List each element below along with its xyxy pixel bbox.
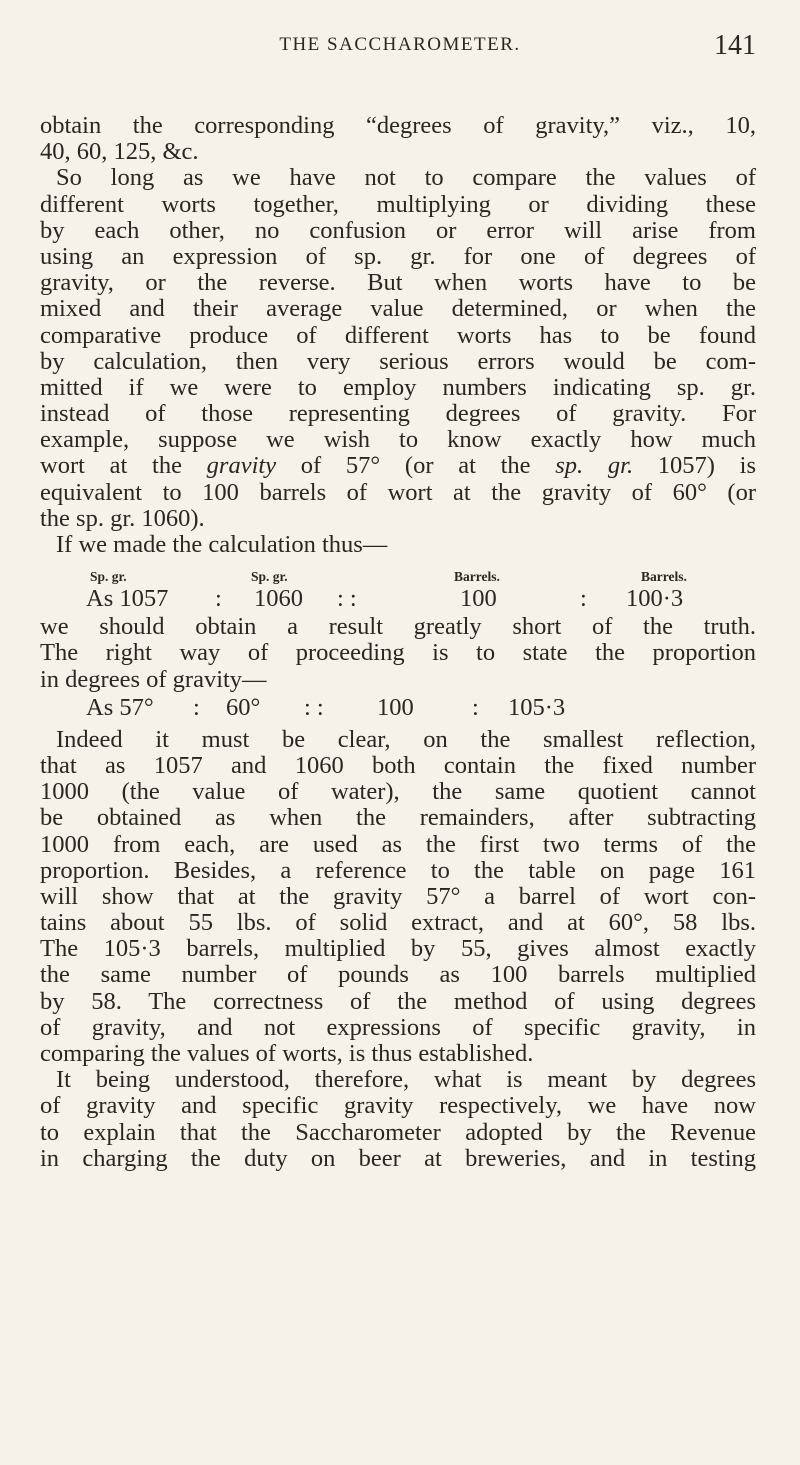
text-line: by calculation, then very serious errors would be com- xyxy=(40,347,756,375)
text-line: It being understood, therefore, what is meant by degrees xyxy=(56,1066,756,1094)
running-head xyxy=(40,28,760,64)
text-line: example, suppose we wish to know exactly how much xyxy=(40,426,756,454)
proportion-term: 60° xyxy=(226,693,261,721)
text-line: mitted if we were to employ numbers indicating sp. gr. xyxy=(40,373,756,401)
text-run: 1057) is xyxy=(633,452,757,480)
proportion-term: 100 xyxy=(377,693,414,721)
text-line: by 58. The correctness of the method of using degrees xyxy=(40,987,756,1015)
text-line-italic xyxy=(40,453,756,479)
text-line: be obtained as when the remainders, after subtracting xyxy=(40,804,756,832)
text-line: by each other, no confusion or error will arise from xyxy=(40,216,756,244)
text-line: that as 1057 and 1060 both contain the fixed number xyxy=(40,751,756,779)
text-line: Indeed it must be clear, on the smallest reflection, xyxy=(56,725,756,753)
text-line: comparing the values of worts, is thus established. xyxy=(40,1040,534,1067)
table-cell: : : xyxy=(337,585,357,613)
proportion-term: 105·3 xyxy=(508,693,566,721)
table-header: Sp. gr. xyxy=(90,569,127,585)
text-line: The 105·3 barrels, multiplied by 55, gives almost exactly xyxy=(40,935,756,963)
table-header: Barrels. xyxy=(641,569,687,585)
text-line: If we made the calculation thus— xyxy=(56,531,388,558)
table-cell: 100·3 xyxy=(626,585,684,613)
text-line: So long as we have not to compare the values of xyxy=(56,164,756,192)
table-cell: 1060 xyxy=(254,585,303,613)
text-line: gravity, or the reverse. But when worts have to be xyxy=(40,269,756,297)
table-row xyxy=(40,586,756,612)
table-cell: As 1057 xyxy=(86,585,169,613)
table-header: Sp. gr. xyxy=(251,569,288,585)
text-run: of 57° (or at the xyxy=(276,452,556,480)
text-line: will show that at the gravity 57° a barrel of wort con- xyxy=(40,882,756,910)
italic-run: sp. gr. xyxy=(555,452,634,480)
body-text xyxy=(40,113,756,1172)
text-line: obtain the corresponding “degrees of gravity,” viz., 10, xyxy=(40,112,756,139)
text-line: different worts together, multiplying or dividing these xyxy=(40,190,756,218)
text-line: we should obtain a result greatly short of the truth. xyxy=(40,613,756,641)
text-line: in charging the duty on beer at breweries, and in testing xyxy=(40,1144,756,1172)
proportion-term: : xyxy=(472,693,479,721)
proportion-term: : xyxy=(193,693,200,721)
text-line: using an expression of sp. gr. for one of degrees of xyxy=(40,242,756,270)
text-line: The right way of proceeding is to state the proportion xyxy=(40,639,756,667)
text-line: 1000 (the value of water), the same quotient cannot xyxy=(40,778,756,806)
text-run: wort at the xyxy=(40,452,207,480)
proportion-term: : : xyxy=(304,693,324,721)
proportion-row xyxy=(40,695,756,725)
table-header: Barrels. xyxy=(454,569,500,585)
text-line: to explain that the Saccharometer adopted by the Revenue xyxy=(40,1118,756,1146)
text-line: tains about 55 lbs. of solid extract, and at 60°, 58 lbs. xyxy=(40,909,756,937)
table-cell: 100 xyxy=(460,585,497,613)
text-line: in degrees of gravity— xyxy=(40,665,267,693)
text-line: proportion. Besides, a reference to the table on page 161 xyxy=(40,856,756,884)
proportion-term: As 57° xyxy=(86,693,154,721)
text-line: of gravity, and not expressions of specific gravity, in xyxy=(40,1013,756,1041)
text-line: of gravity and specific gravity respectively, we have now xyxy=(40,1092,756,1120)
text-line: 40, 60, 125, &c. xyxy=(40,138,199,166)
table-header-row xyxy=(40,564,756,585)
text-line: 1000 from each, are used as the first two terms of the xyxy=(40,830,756,858)
table-cell: : xyxy=(580,585,587,613)
page-number: 141 xyxy=(714,30,756,61)
text-line: the sp. gr. 1060). xyxy=(40,504,205,532)
text-line: equivalent to 100 barrels of wort at the gravity of 60° (or xyxy=(40,478,756,506)
text-line: mixed and their average value determined, or when the xyxy=(40,295,756,323)
text-line: the same number of pounds as 100 barrels multiplied xyxy=(40,961,756,989)
text-line: comparative produce of different worts has to be found xyxy=(40,321,756,349)
text-line: instead of those representing degrees of gravity. For xyxy=(40,400,756,428)
table-cell: : xyxy=(215,585,222,613)
italic-run: gravity xyxy=(206,452,277,480)
running-title: THE SACCHAROMETER. xyxy=(279,34,521,55)
